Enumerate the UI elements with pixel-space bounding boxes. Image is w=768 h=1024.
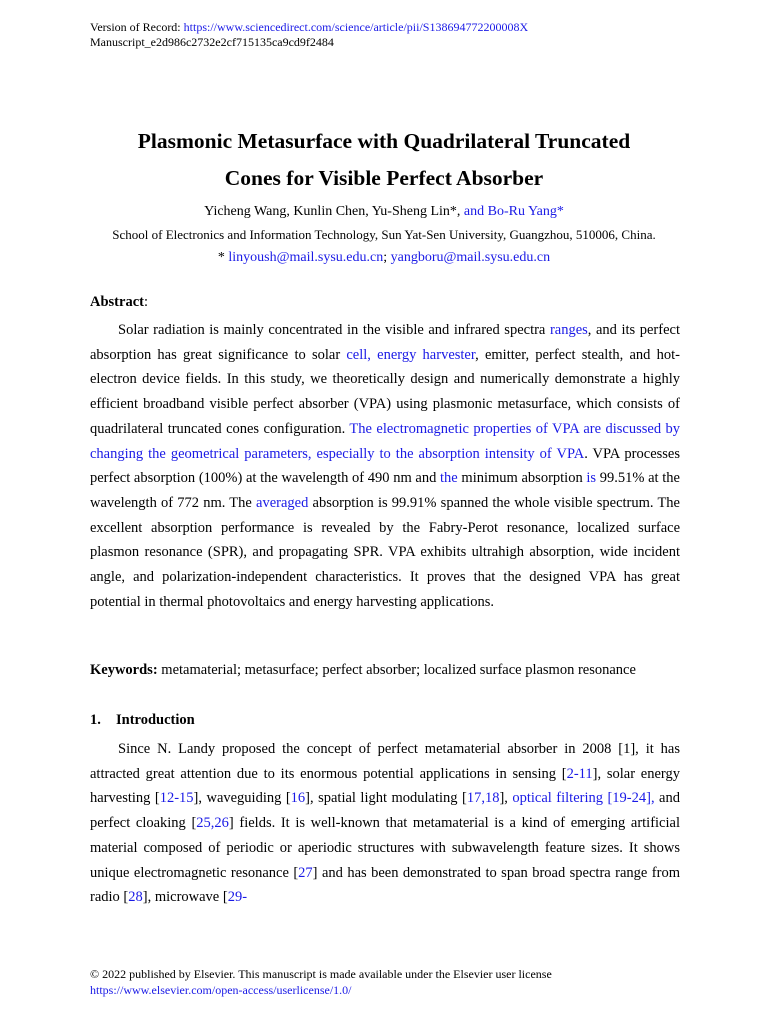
email-link-1[interactable]: linyoush@mail.sysu.edu.cn [228,250,384,265]
license-url-link[interactable]: https://www.elsevier.com/open-access/userlicense/1.0/ [90,983,352,997]
version-label: Version of Record: [90,20,184,34]
paper-title [0,123,768,197]
keywords [90,662,636,679]
author-block [0,200,768,269]
citation-link[interactable]: 2-11 [566,765,593,782]
keywords-text: metamaterial; metasurface; perfect absorber; localized surface plasmon resonance [157,662,636,678]
citation-link[interactable]: 28 [128,889,143,906]
corresponding-emails [0,246,768,269]
abstract-highlight: the [440,470,458,487]
affiliation: School of Electronics and Information Technology, Sun Yat-Sen University, Guangzhou, 510006, China. [112,227,656,242]
introduction-text: Since N. Landy proposed the concept of perfect metamaterial absorber in 2008 [1], it has attracted great attention due to its enormous potential applications in sensing [2-11], solar energy harvesting [12-15], waveguiding [16], spatial light modulating [17,18], optical filtering [19-24], and perfect cloaking [25,26] fields. It is well-known that metamaterial is a kind of emerging artificial material composed of periodic or aperiodic structures with subwavelength feature sizes. It shows unique electromagnetic resonance [27] and has been demonstrated to span broad spectra range from radio [28], microwave [29- [90,741,680,906]
abstract-highlight: The electromagnetic properties of VPA are discussed by changing the geometrical parameters, especially to the absorption intensity of VPA [90,420,680,462]
title-line-2: Cones for Visible Perfect Absorber [224,166,544,190]
citation-link[interactable]: 29- [227,889,248,906]
citation-link[interactable]: 27 [298,864,313,881]
abstract-highlight: ranges [549,322,588,338]
email-separator: ; [383,250,391,265]
page-footer [90,966,552,998]
author-names-main: Yicheng Wang, Kunlin Chen, Yu-Sheng Lin*, [204,204,464,219]
page-header [90,20,528,50]
citation-link[interactable]: optical filtering [19-24], [512,790,660,807]
citation-link[interactable]: 25,26 [196,815,229,832]
abstract-highlight: averaged [256,494,309,511]
citation-link[interactable]: 12-15 [159,790,194,807]
license-statement: © 2022 published by Elsevier. This manuscript is made available under the Elsevier user license [90,967,552,981]
keywords-label: Keywords: [90,662,158,678]
abstract-heading: Abstract: [90,294,148,310]
author-names-highlight: and Bo-Ru Yang* [463,204,564,219]
citation-link[interactable]: 16 [290,790,306,807]
version-url-link[interactable]: https://www.sciencedirect.com/science/article/pii/S138694772200008X [183,20,529,34]
abstract-highlight: cell, energy harvester [346,346,476,363]
section-heading-introduction: 1. Introduction [90,712,195,728]
manuscript-id: Manuscript_e2d986c2732e2cf715135ca9cd9f2484 [90,35,334,49]
abstract-text: Solar radiation is mainly concentrated in the visible and infrared spectra ranges, and its perfect absorption has great significance to solar cell, energy harvester, emitter, perfect stealth, and hot-electron device fields. In this study, we theoretically design and numerically demonstrate a highly efficient broadband visible perfect absorber (VPA) using plasmonic metasurface, which consists of quadrilateral truncated cones configuration. The electromagnetic properties of VPA are discussed by changing the geometrical parameters, especially to the absorption intensity of VPA. VPA processes perfect absorption (100%) at the wavelength of 490 nm and the minimum absorption is 99.51% at the wavelength of 772 nm. The averaged absorption is 99.91% spanned the whole visible spectrum. The excellent absorption performance is revealed by the Fabry-Perot resonance, localized surface plasmon resonance (SPR), and propagating SPR. VPA exhibits ultrahigh absorption, wide incident angle, and polarization-independent characteristics. It proves that the designed VPA has great potential in thermal photovoltaics and energy harvesting applications. [90,322,680,610]
email-prefix: * [217,250,229,265]
email-link-2[interactable]: yangboru@mail.sysu.edu.cn [390,250,551,265]
citation-link[interactable]: 17,18 [466,790,500,807]
title-line-1: Plasmonic Metasurface with Quadrilateral Truncated [137,129,631,153]
version-of-record [90,20,528,35]
abstract-highlight: is [586,470,597,487]
author-names [0,200,768,223]
